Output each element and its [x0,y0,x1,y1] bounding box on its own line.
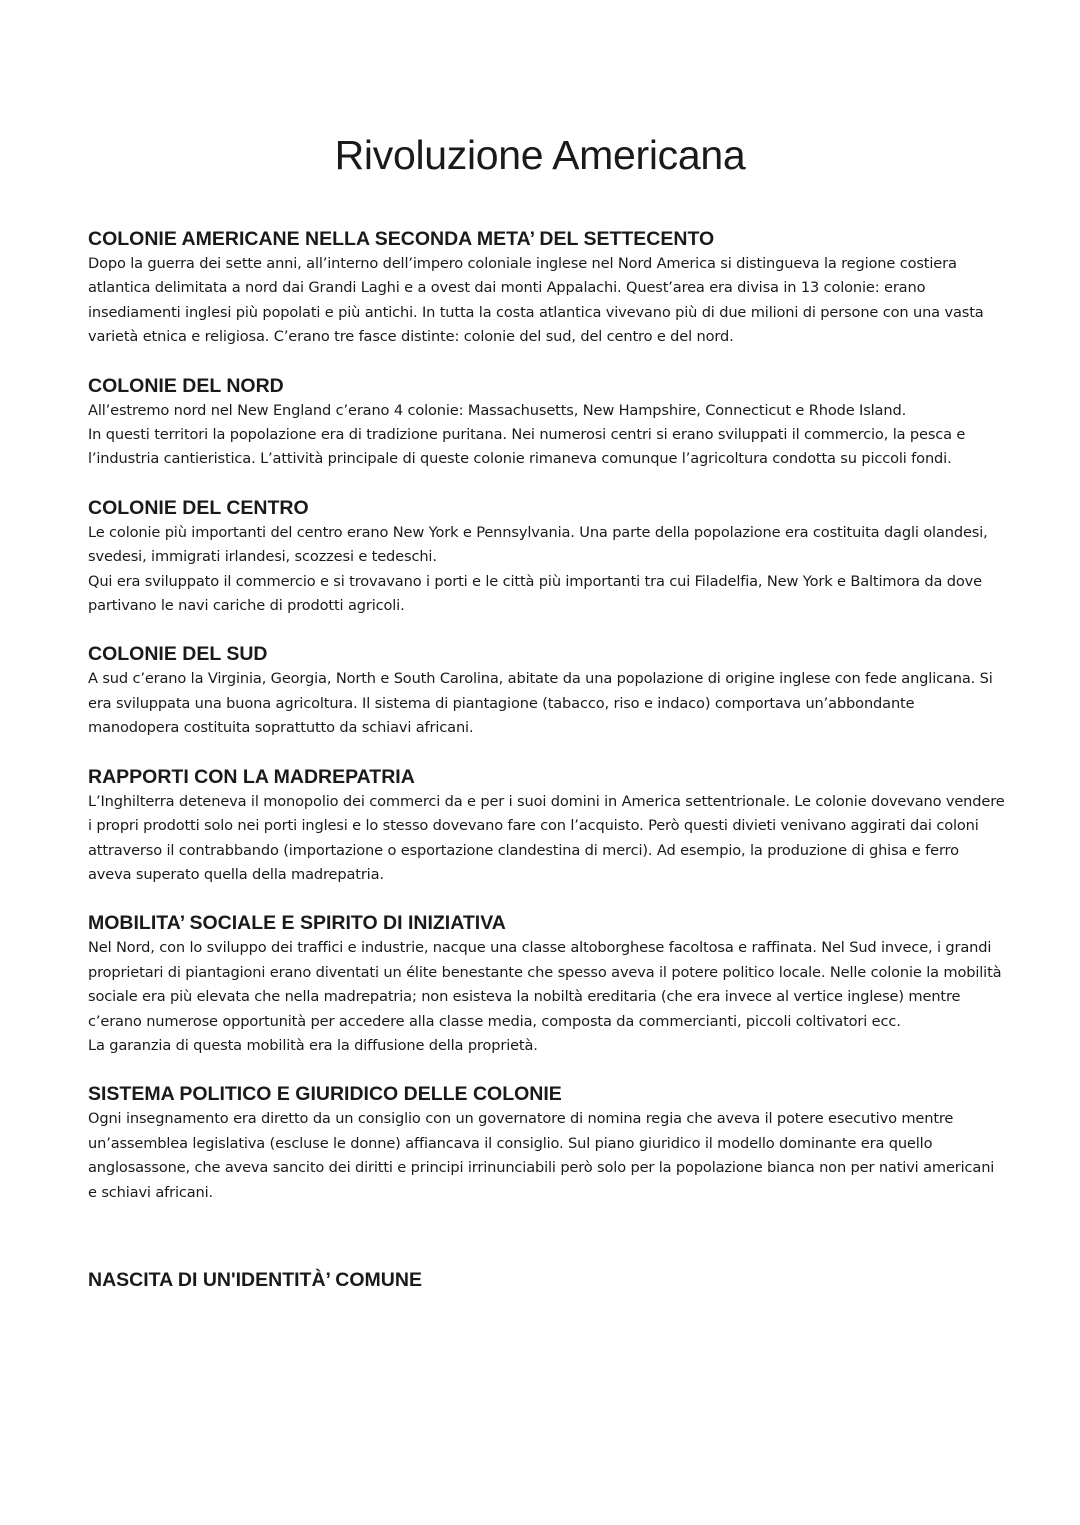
section-heading: COLONIE DEL NORD [88,374,284,397]
section-body [88,399,1006,472]
section-colonie-nord [88,373,1006,472]
section-rapporti-madrepatria [88,764,1006,888]
section-mobilita-sociale [88,910,1006,1058]
section-heading: COLONIE DEL CENTRO [88,496,309,519]
section-heading: NASCITA DI UN'IDENTITÀ’ COMUNE [88,1268,422,1291]
section-heading: COLONIE DEL SUD [88,643,268,666]
section-colonie-americane [88,226,1006,350]
paragraph: L’Inghilterra deteneva il monopolio dei commerci da e per i suoi domini in America settentrionale. Le colonie dovevano vendere i propri prodotti solo nei porti inglesi e lo stesso dovevano fare con l’acquisto. Però questi divieti venivano aggirati dai coloni attraverso il contrabbando (importazione o esportazione clandestina di merci). Ad esempio, la produzione di ghisa e ferro aveva superato quella della madrepatria. [88,792,1005,883]
section-nascita-identita [88,1267,1006,1293]
paragraph: Ogni insegnamento era diretto da un consiglio con un governatore di nomina regia che aveva il potere esecutivo mentre un’assemblea legislativa (escluse le donne) affiancava il consiglio. Sul piano giuridico il modello dominante era quello anglosassone, che aveva sancito dei diritti e principi irrinunciabili però solo per la popolazione bianca non per nativi americani e schiavi africani. [88,1110,995,1201]
section-body [88,1107,1006,1205]
paragraph: In questi territori la popolazione era di tradizione puritana. Nei numerosi centri si erano sviluppati il commercio, la pesca e l’industria cantieristica. L’attività principale di queste colonie rimaneva comunque l’agricoltura condotta su piccoli fondi. [88,426,966,468]
section-sistema-politico [88,1081,1006,1205]
paragraph: Dopo la guerra dei sette anni, all’interno dell’impero coloniale inglese nel Nord America si distingueva la regione costiera atlantica delimitata a nord dai Grandi Laghi e a ovest dai monti Appalachi. Quest’area era divisa in 13 colonie: erano insediamenti inglesi più popolati e più antichi. In tutta la costa atlantica vivevano più di due milioni di persone con una vasta varietà etnica e religiosa. C’erano tre fasce distinte: colonie del sud, del centro e del nord. [88,255,984,346]
section-body [88,790,1006,888]
section-heading: COLONIE AMERICANE NELLA SECONDA META’ DEL SETTECENTO [88,228,715,250]
section-heading: MOBILITA’ SOCIALE E SPIRITO DI INIZIATIVA [88,912,506,935]
section-heading: SISTEMA POLITICO E GIURIDICO DELLE COLONIE [88,1083,562,1106]
section-body [88,252,1006,350]
section-body [88,521,1006,619]
document-sections [88,226,1006,1316]
section-colonie-sud [88,641,1006,740]
paragraph: All’estremo nord nel New England c’erano 4 colonie: Massachusetts, New Hampshire, Connecticut e Rhode Island. [88,401,907,419]
paragraph: A sud c’erano la Virginia, Georgia, North e South Carolina, abitate da una popolazione di origine inglese con fede anglicana. Si era sviluppata una buona agricoltura. Il sistema di piantagione (tabacco, riso e indaco) comportava un’abbondante manodopera costituita soprattutto da schiavi africani. [88,670,993,737]
section-colonie-centro [88,495,1006,619]
paragraph: Qui era sviluppato il commercio e si trovavano i porti e le città più importanti tra cui Filadelfia, New York e Baltimora da dove partivano le navi cariche di prodotti agricoli. [88,572,982,615]
paragraph: La garanzia di questa mobilità era la diffusione della proprietà. [88,1036,538,1054]
paragraph: Le colonie più importanti del centro erano New York e Pennsylvania. Una parte della popolazione era costituita dagli olandesi, svedesi, immigrati irlandesi, scozzesi e tedeschi. [88,523,988,566]
section-body [88,936,1006,1058]
section-body [88,667,1006,740]
section-heading: RAPPORTI CON LA MADREPATRIA [88,765,415,788]
document-title: Rivoluzione Americana [334,132,746,178]
paragraph: Nel Nord, con lo sviluppo dei traffici e industrie, nacque una classe altoborghese facoltosa e raffinata. Nel Sud invece, i grandi proprietari di piantagioni erano diventati un élite benestante che spesso aveva il potere politico locale. Nelle colonie la mobilità sociale era più elevata che nella madrepatria; non esisteva la nobiltà ereditaria (che era invece al vertice inglese) mentre c’erano numerose opportunità per accedere alla classe media, composta da commercianti, piccoli coltivatori ecc. [88,939,1002,1030]
